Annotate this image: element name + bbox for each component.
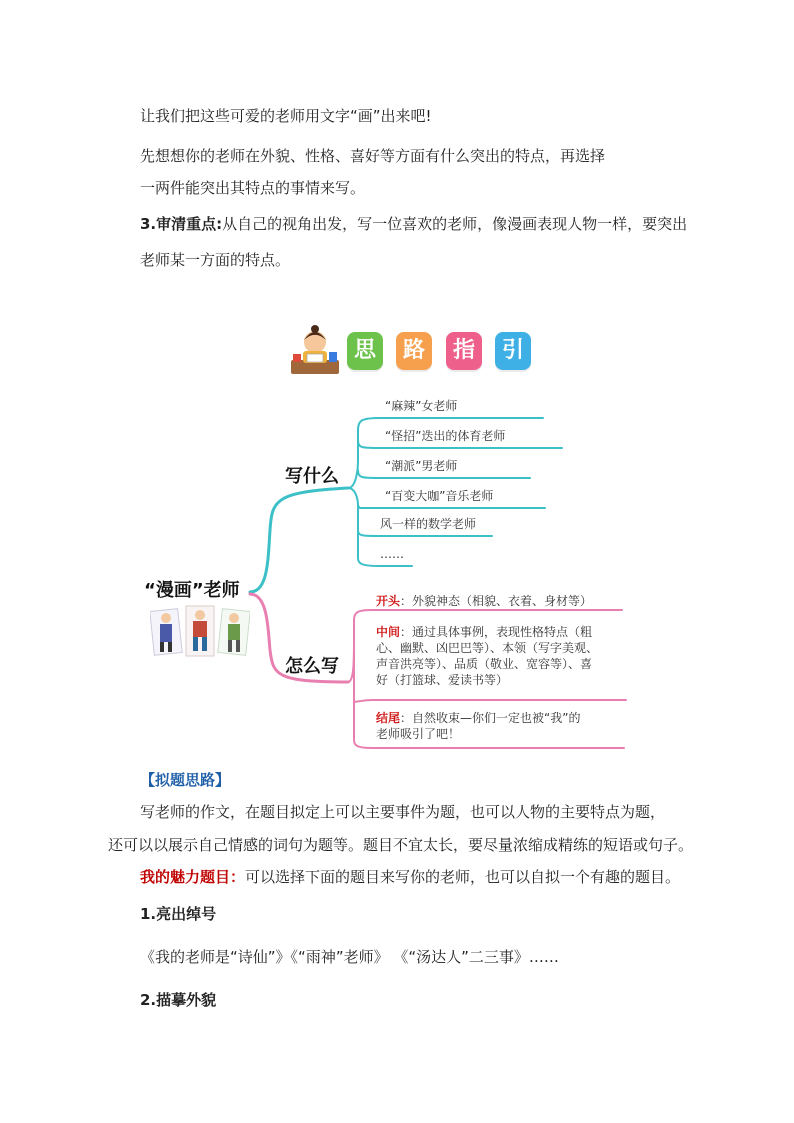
intro-line-1: 让我们把这些可爱的老师用文字“画”出来吧! <box>140 107 432 125</box>
title-para-a: 写老师的作文，在题目拟定上可以主要事件为题，也可以人物的主要特点为题， <box>140 803 666 821</box>
how-item-opening: 开头：外貌神态（相貌、衣着、身材等） <box>376 594 593 608</box>
subheading-2: 2.描摹外貌 <box>140 991 217 1009</box>
header-tile-lu: 路 <box>396 332 432 370</box>
what-item-6: …… <box>380 547 404 561</box>
header-tile-zhi: 指 <box>446 332 482 370</box>
what-item-4: “百变大咖”音乐老师 <box>385 489 494 503</box>
header-tile-yin: 引 <box>495 332 531 370</box>
branch-label-what: 写什么 <box>285 466 339 487</box>
charm-label: 我的魅力题目： <box>140 868 246 886</box>
how-tag-middle: 中间 <box>376 625 401 639</box>
teacher-cartoon-illustration <box>150 604 250 660</box>
focus-label: 3.审清重点: <box>140 215 223 233</box>
root-label: “漫画”老师 <box>144 580 240 601</box>
what-item-2: “怪招”迭出的体育老师 <box>385 429 506 443</box>
charm-line <box>140 867 680 887</box>
what-item-5: 风一样的数学老师 <box>380 517 477 531</box>
what-item-3: “潮派”男老师 <box>385 459 458 473</box>
what-item-1: “麻辣”女老师 <box>385 399 458 413</box>
focus-text-a: 从自己的视角出发，写一位喜欢的老师，像漫画表现人物一样，要突出 <box>222 215 688 233</box>
how-item-ending: 结尾：自然收束—你们一定也被“我”的 老师吸引了吧！ <box>376 711 581 741</box>
title-para-b: 还可以以展示自己情感的词句为题等。题目不宜太长，要尽量浓缩成精练的短语或句子。 <box>108 836 694 854</box>
focus-line-2: 老师某一方面的特点。 <box>140 251 291 269</box>
how-tag-opening: 开头 <box>376 594 401 608</box>
intro-line-2b: 一两件能突出其特点的事情来写。 <box>140 179 366 197</box>
title-heading: 【拟题思路】 <box>140 771 231 789</box>
branch-label-how: 怎么写 <box>285 656 339 677</box>
title-examples: 《我的老师是“诗仙”》《“雨神”老师》 《“汤达人”二三事》…… <box>140 948 559 966</box>
header-tile-si: 思 <box>347 332 383 370</box>
how-tag-ending: 结尾 <box>376 711 401 725</box>
charm-text: 可以选择下面的题目来写你的老师，也可以自拟一个有趣的题目。 <box>245 868 681 886</box>
how-item-middle: 中间：通过具体事例，表现性格特点（粗 心、幽默、凶巴巴等）、本领（写字美观、 声音洪亮等）、品质（敬业、宽容等）、喜 好（打篮球、爱读书等） <box>376 625 599 687</box>
intro-line-2a: 先想想你的老师在外貌、性格、喜好等方面有什么突出的特点，再选择 <box>140 147 606 165</box>
subheading-1: 1.亮出绰号 <box>140 905 217 923</box>
